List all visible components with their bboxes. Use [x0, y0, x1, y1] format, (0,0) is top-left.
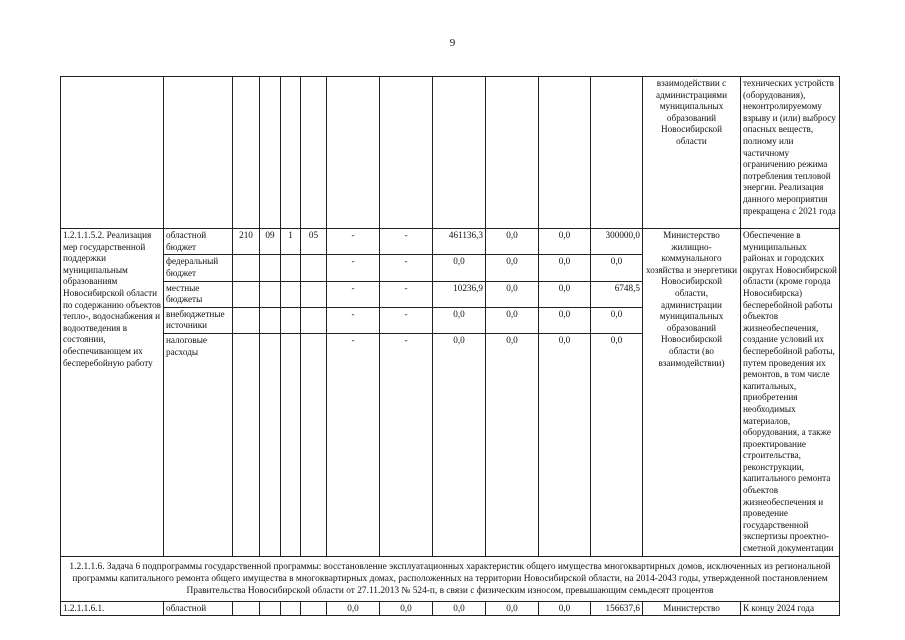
table-row	[61, 229, 840, 255]
code-cell: 1	[281, 229, 301, 255]
executor-cell: взаимодействии с администрациями муниципальных образований Новосибирской области	[643, 77, 741, 229]
value-cell: 0,0	[591, 307, 643, 333]
value-cell: 0,0	[539, 281, 591, 307]
value-cell: 0,0	[539, 255, 591, 281]
source-cell: налоговые расходы	[164, 334, 233, 557]
page-number: 9	[449, 37, 456, 49]
value-cell: 0,0	[486, 229, 539, 255]
value-cell: 0,0	[380, 601, 433, 616]
value-cell: 0,0	[433, 307, 486, 333]
table-row-continuation	[61, 77, 840, 229]
task-row	[61, 556, 840, 601]
value-cell: 0,0	[539, 601, 591, 616]
value-cell: 461136,3	[433, 229, 486, 255]
value-cell: -	[380, 229, 433, 255]
value-cell: -	[327, 307, 380, 333]
source-cell: местные бюджеты	[164, 281, 233, 307]
value-cell: 6748,5	[591, 281, 643, 307]
source-cell: областной	[164, 601, 233, 616]
task-heading: 1.2.1.1.6. Задача 6 подпрограммы государственной программы: восстановление эксплуатационных характеристик общего имущества многоквартирных домов, исключенных из региональной программы капитального ремонта общего имущества в многоквартирных домах, расположенных на территории Новосибирской области, на 2014-2043 годы, утвержденной постановлением Правительства Новосибирской области от 27.11.2013 № 524-п, в связи с физическим износом, превышающим семьдесят процентов	[61, 556, 840, 601]
value-cell: 0,0	[433, 334, 486, 557]
value-cell: 0,0	[486, 281, 539, 307]
value-cell: 0,0	[486, 601, 539, 616]
value-cell: 0,0	[486, 307, 539, 333]
value-cell: -	[327, 334, 380, 557]
value-cell: 0,0	[486, 334, 539, 557]
result-cell: К концу 2024 года	[741, 601, 840, 616]
value-cell: 0,0	[539, 229, 591, 255]
value-cell: -	[327, 281, 380, 307]
value-cell: -	[380, 255, 433, 281]
source-cell: областной бюджет	[164, 229, 233, 255]
value-cell: 300000,0	[591, 229, 643, 255]
value-cell: 0,0	[327, 601, 380, 616]
executor-cell: Министерство жилищно-коммунального хозяйства и энергетики Новосибирской области, администрации муниципальных образований Новосибирской области (во взаимодействии)	[643, 229, 741, 557]
value-cell: -	[380, 307, 433, 333]
code-cell: 09	[260, 229, 281, 255]
table-row	[61, 601, 840, 616]
value-cell: 0,0	[486, 255, 539, 281]
value-cell: 0,0	[433, 255, 486, 281]
value-cell: 156637,6	[591, 601, 643, 616]
program-measures-table	[60, 76, 840, 616]
value-cell: -	[327, 229, 380, 255]
source-cell: федеральный бюджет	[164, 255, 233, 281]
result-cell: Обеспечение в муниципальных районах и городских округах Новосибирской области (кроме города Новосибирска) бесперебойной работы объектов жизнеобеспечения, создание условий их бесперебойной работы, путем проведения их ремонтов, в том числе капитальных, приобретения необходимых материалов, оборудования, а также проектирование строительства, реконструкции, капитального ремонта объектов жизнеобеспечения и проведение государственной экспертизы проектно-сметной документации	[741, 229, 840, 557]
value-cell: 0,0	[433, 601, 486, 616]
executor-cell: Министерство	[643, 601, 741, 616]
code-cell: 210	[233, 229, 260, 255]
source-cell: внебюджетные источники	[164, 307, 233, 333]
value-cell: 0,0	[539, 334, 591, 557]
value-cell: -	[380, 334, 433, 557]
value-cell: -	[327, 255, 380, 281]
value-cell: -	[380, 281, 433, 307]
result-cell: технических устройств (оборудования), неконтролируемому взрыву и (или) выбросу опасных веществ, полному или частичному ограничению режима потребления тепловой энергии. Реализация данного мероприятия прекращена с 2021 года	[741, 77, 840, 229]
measure-name-cell: 1.2.1.1.6.1.	[61, 601, 164, 616]
value-cell: 10236,9	[433, 281, 486, 307]
value-cell: 0,0	[591, 334, 643, 557]
code-cell: 05	[301, 229, 327, 255]
value-cell: 0,0	[591, 255, 643, 281]
value-cell: 0,0	[539, 307, 591, 333]
measure-name-cell: 1.2.1.1.5.2. Реализация мер государственной поддержки муниципальным образованиям Новосибирской области по содержанию объектов тепло-, водоснабжения и водоотведения в состоянии, обеспечивающем их бесперебойную работу	[61, 229, 164, 557]
